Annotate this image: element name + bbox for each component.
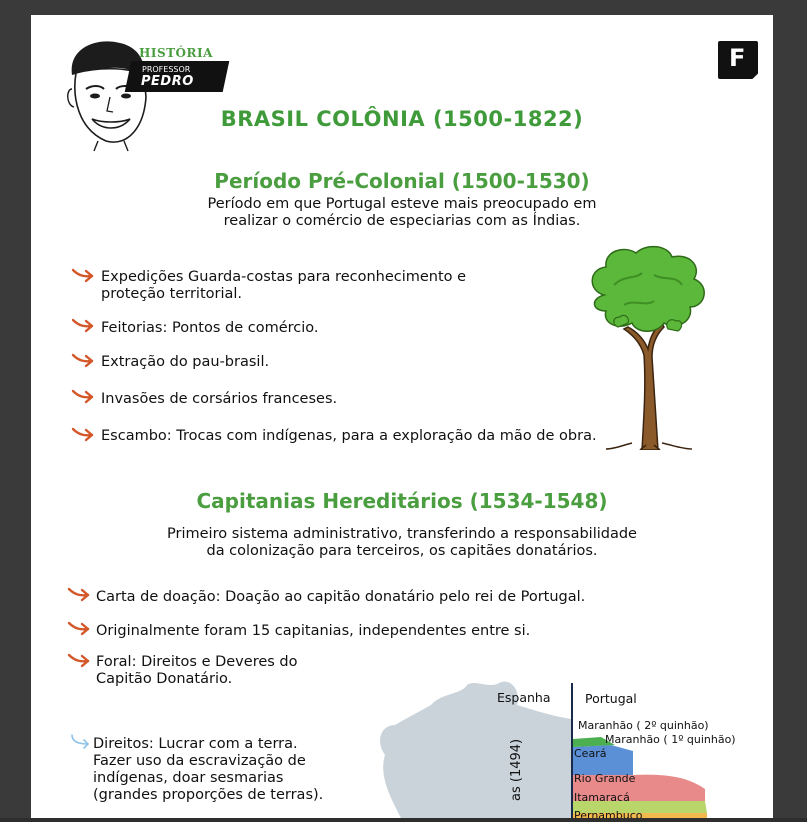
bullet-foral-line2: Capitão Donatário.: [96, 671, 233, 687]
orange-arrow-icon: [71, 267, 95, 283]
map-label-portugal: Portugal: [585, 691, 637, 706]
f-badge-letter: F: [729, 44, 746, 72]
section2-lead-line1: Primeiro sistema administrativo, transferindo a responsabilidade: [167, 526, 637, 542]
sub-arrow-icon: [69, 733, 93, 749]
brand-professor: PROFESSOR: [142, 65, 191, 74]
capitanias-map: [371, 675, 773, 818]
section2-lead: [31, 526, 773, 560]
bullet-expedicoes: [101, 269, 466, 303]
page-title: BRASIL COLÔNIA (1500-1822): [220, 107, 584, 131]
bullet-pau-brasil: Extração do pau-brasil.: [101, 354, 270, 370]
sub-bullet-direitos: [93, 736, 323, 804]
map-label-itamaraca: Itamaracá: [574, 791, 630, 804]
brand-pedro: PEDRO: [141, 74, 194, 89]
orange-arrow-icon: [71, 317, 95, 333]
bullet-expedicoes-line2: proteção territorial.: [101, 286, 243, 302]
map-label-maranhao-2: Maranhão ( 2º quinhão): [578, 719, 709, 732]
map-label-pernambuco: Pernambuco: [574, 809, 643, 818]
sub-bullet-direitos-line4: (grandes proporções de terras).: [93, 787, 324, 803]
bullet-carta-doacao: Carta de doação: Doação ao capitão donatário pelo rei de Portugal.: [96, 589, 586, 605]
bullet-15-capitanias: Originalmente foram 15 capitanias, independentes entre si.: [96, 623, 531, 639]
bullet-expedicoes-line1: Expedições Guarda-costas para reconhecimento e: [101, 269, 467, 285]
section1-lead-line1: Período em que Portugal esteve mais preocupado em: [207, 196, 597, 212]
pau-brasil-tree-icon: [584, 245, 714, 450]
document-page: [31, 15, 773, 818]
section1-lead-line2: realizar o comércio de especiarias com as Índias.: [223, 213, 581, 229]
section2-lead-line2: da colonização para terceiros, os capitães donatários.: [206, 543, 598, 559]
orange-arrow-icon: [71, 352, 95, 368]
viewer-bottom-bar: [0, 818, 807, 822]
brand-historia: HISTÓRIA: [139, 46, 213, 60]
map-label-espanha: Espanha: [497, 690, 551, 705]
viewer-top-bar: [0, 0, 807, 10]
bullet-escambo: Escambo: Trocas com indígenas, para a exploração da mão de obra.: [101, 428, 597, 444]
orange-arrow-icon: [71, 426, 95, 442]
orange-arrow-icon: [67, 652, 91, 668]
bullet-foral-line1: Foral: Direitos e Deveres do: [96, 654, 298, 670]
map-label-ceara: Ceará: [574, 747, 607, 760]
section1-heading: Período Pré-Colonial (1500-1530): [214, 169, 590, 193]
bullet-foral: [96, 654, 298, 688]
bullet-feitorias: Feitorias: Pontos de comércio.: [101, 320, 319, 336]
map-label-tordesilhas: as (1494): [509, 738, 524, 801]
section2-heading: Capitanias Hereditários (1534-1548): [196, 489, 608, 513]
map-label-maranhao-1: Maranhão ( 1º quinhão): [605, 733, 736, 746]
sub-bullet-direitos-line3: indígenas, doar sesmarias: [93, 770, 284, 786]
sub-bullet-direitos-line2: Fazer uso da escravização de: [93, 753, 306, 769]
map-label-rio-grande: Rio Grande: [574, 772, 636, 785]
bullet-corsarios: Invasões de corsários franceses.: [101, 391, 338, 407]
section1-lead: [31, 196, 773, 230]
orange-arrow-icon: [67, 620, 91, 636]
orange-arrow-icon: [67, 586, 91, 602]
orange-arrow-icon: [71, 388, 95, 404]
sub-bullet-direitos-line1: Direitos: Lucrar com a terra.: [93, 736, 298, 752]
